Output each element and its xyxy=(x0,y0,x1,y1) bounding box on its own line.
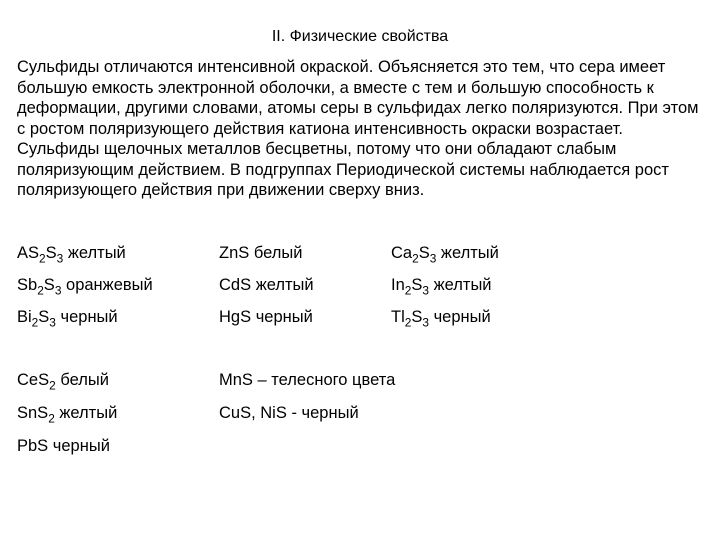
sulfide-color: желтый xyxy=(433,276,492,294)
sulfide-formula: MnS xyxy=(219,371,253,389)
sulfide-color: черный xyxy=(433,308,491,326)
sulfide-entry xyxy=(391,242,499,264)
sulfide-row xyxy=(17,435,707,457)
sulfide-row xyxy=(17,274,707,296)
sulfide-color: оранжевый xyxy=(66,276,153,294)
sulfide-entry xyxy=(17,242,126,264)
sulfide-formula: HgS xyxy=(219,308,252,326)
sulfide-entry xyxy=(17,369,109,391)
sulfide-row xyxy=(17,242,707,264)
sulfide-entry xyxy=(391,306,491,328)
sulfide-row xyxy=(17,306,707,328)
sulfide-color: черный xyxy=(52,437,110,455)
sulfide-formula: $Sb_2S_3$ xyxy=(17,276,62,298)
sulfide-entry xyxy=(219,242,302,264)
sulfide-entry xyxy=(17,306,118,328)
sulfide-formula: $AS_2S_3$ xyxy=(17,244,64,266)
sulfide-formula: $Bi_2S_3$ xyxy=(17,308,56,330)
sulfide-formula: CeS$_2$ xyxy=(17,371,56,393)
sulfide-color: желтый xyxy=(67,244,126,262)
sulfide-entry xyxy=(219,274,314,296)
sulfide-entry xyxy=(17,435,110,457)
sulfide-color: – телесного цвета xyxy=(257,371,396,389)
sulfide-formula: SnS$_2$ xyxy=(17,404,55,426)
sulfide-formula: CuS, NiS xyxy=(219,404,287,422)
sulfide-color: - черный xyxy=(291,404,359,422)
sulfide-color: желтый xyxy=(440,244,499,262)
sulfide-entry xyxy=(219,369,395,391)
sulfide-entry xyxy=(219,402,359,424)
sulfide-formula: PbS xyxy=(17,437,49,455)
sulfide-row xyxy=(17,402,707,424)
sulfide-formula: $In_2S_3$ xyxy=(391,276,429,298)
sulfide-entry xyxy=(17,402,117,424)
sulfide-color: черный xyxy=(255,308,313,326)
sulfide-entry xyxy=(17,274,153,296)
sulfide-formula: ZnS xyxy=(219,244,250,262)
sulfide-color: желтый xyxy=(59,404,118,422)
sulfide-formula: $Ca_2S_3$ xyxy=(391,244,437,266)
body-paragraph: Сульфиды отличаются интенсивной окраской. Объясняется это тем, что сера имеет большую емкость электронной оболочки, а вместе с тем и большую способность к деформации, другими словами, атомы серы в сульфидах легко поляризуются. При этом с ростом поляризующего действия катиона интенсивность окраски возрастает. Сульфиды щелочных металлов бесцветны, потому что они обладают слабым поляризующим действием. В подгруппах Периодической системы наблюдается рост поляризующего действия при движении сверху вниз. xyxy=(17,58,699,199)
sulfide-row xyxy=(17,369,707,391)
sulfide-formula: CdS xyxy=(219,276,252,294)
sulfide-color: желтый xyxy=(255,276,314,294)
sulfide-formula: $Tl_2S_3$ xyxy=(391,308,429,330)
sulfide-color: черный xyxy=(60,308,118,326)
sulfide-color: белый xyxy=(253,244,303,262)
sulfide-entry xyxy=(219,306,313,328)
sulfide-color: белый xyxy=(60,371,109,389)
sulfide-entry xyxy=(391,274,492,296)
page-title: II. Физические свойства xyxy=(271,28,449,45)
